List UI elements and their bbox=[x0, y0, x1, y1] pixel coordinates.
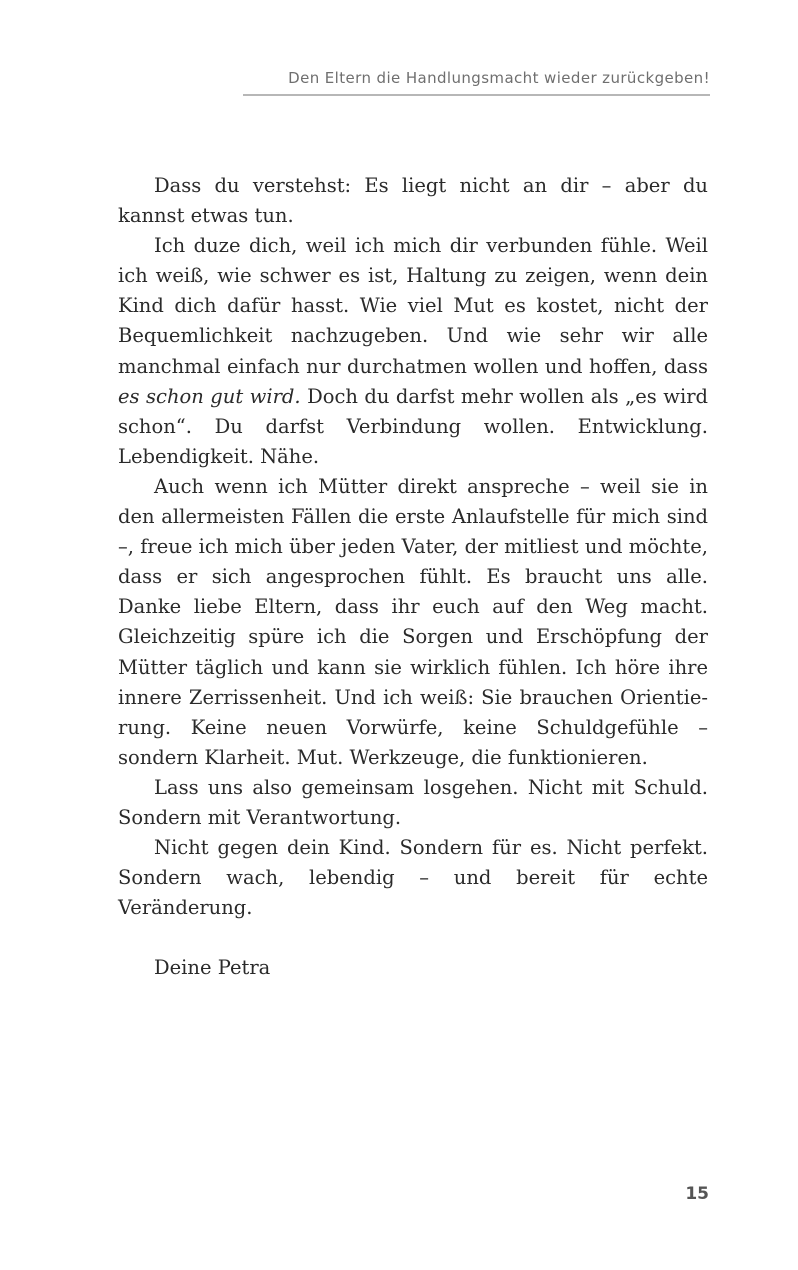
paragraph-3: Auch wenn ich Mütter direkt anspreche – weil sie in den allermeisten Fällen die erste Anlaufstelle für mich sind –, freue ich mich über jeden Vater, der mitliest und möchte, dass er sich angesprochen fühlt. Es braucht uns alle. Danke liebe Eltern, dass ihr euch auf den Weg macht. Gleichzeitig spüre ich die Sorgen und Erschöpfung der Mütter täglich und kann sie wirklich fühlen. Ich höre ihre innere Zerrissenheit. Und ich weiß: Sie brauchen Orientierung. Keine neuen Vorwürfe, keine Schuldgefühle – sondern Klarheit. Mut. Werkzeuge, die funktionieren. bbox=[118, 474, 708, 769]
signature: Deine Petra bbox=[154, 956, 271, 980]
paragraph-2-part-b: Doch du darfst mehr wollen als „es wird schon“. Du darfst Verbindung wollen. Entwicklung. Lebendigkeit. Nähe. bbox=[118, 384, 708, 468]
running-header-title: Den Eltern die Handlungsmacht wieder zurückgeben! bbox=[288, 69, 710, 87]
page-number: 15 bbox=[685, 1184, 709, 1204]
header-rule bbox=[243, 94, 710, 96]
paragraph-2-emphasis: es schon gut wird. bbox=[118, 384, 301, 408]
paragraph-1: Dass du verstehst: Es liegt nicht an dir – aber du kannst etwas tun. bbox=[118, 174, 708, 228]
paragraph-5: Nicht gegen dein Kind. Sondern für es. Nicht perfekt. Sondern wach, lebendig – und bereit für echte Veränderung. bbox=[118, 836, 708, 920]
body-text bbox=[118, 171, 708, 983]
paragraph-2-part-a: Ich duze dich, weil ich mich dir verbunden fühle. Weil ich weiß, wie schwer es ist, Haltung zu zeigen, wenn dein Kind dich dafür hasst. Wie viel Mut es kostet, nicht der Bequemlichkeit nachzugeben. Und wie sehr wir alle manchmal einfach nur durchatmen wollen und hoffen, dass bbox=[118, 234, 708, 378]
paragraph-2 bbox=[118, 231, 708, 472]
paragraph-4: Lass uns also gemeinsam losgehen. Nicht mit Schuld. Sondern mit Verantwortung. bbox=[118, 775, 708, 829]
